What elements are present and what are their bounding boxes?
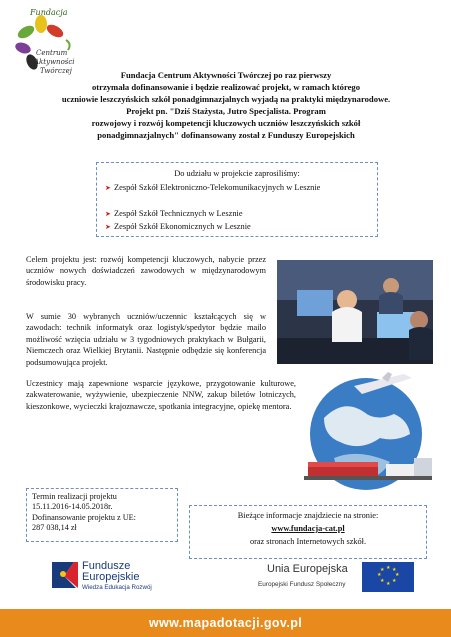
partner-item (105, 221, 367, 233)
svg-text:★: ★ (392, 578, 397, 584)
eu-flag-icon (362, 562, 414, 592)
intro-line: ponadgimnazjalnych" dofinansowany został z Funduszy Europejskich (97, 130, 355, 140)
logo-text-fundacja: Fundacja (30, 8, 68, 17)
partner-item (105, 182, 367, 194)
fundusze-europejskie-logo (50, 558, 180, 594)
svg-text:★: ★ (395, 572, 400, 578)
arrow-bullet-icon: ➤ (105, 223, 111, 231)
globe-transport-illustration (294, 368, 438, 496)
footer-bar (0, 609, 451, 637)
ue-logo-subtitle: Europejski Fundusz Społeczny (258, 581, 346, 588)
svg-text:★: ★ (377, 572, 382, 578)
intro-paragraph (26, 69, 426, 141)
partner-item (105, 208, 367, 220)
info-box (189, 505, 427, 559)
svg-text:★: ★ (386, 581, 391, 587)
partner-item-label: Zespół Szkół Ekonomicznych w Lesznie (114, 222, 251, 231)
intro-line: Fundacja Centrum Aktywności Twórczej po raz pierwszy (120, 70, 332, 80)
partner-item-label: Zespół Szkół Technicznych w Lesznie (114, 209, 243, 218)
intro-line: Projekt pn. "Dziś Stażysta, Jutro Specjalista. Program (126, 106, 326, 116)
students-photo-graphic (277, 260, 433, 364)
support-paragraph: Uczestnicy mają zapewnione wsparcie językowe, przygotowanie kulturowe, zakwaterowanie, wyżywienie, ubezpieczenie NNW, zakup biletów lotniczych, kieszonkowe, wycieczki krajoznawcze, spotkania integracyjne, opiekę mentora. (26, 379, 296, 411)
fe-logo-name (82, 561, 139, 583)
info-intro: Bieżące informacje znajdziecie na stronie: (237, 511, 379, 520)
svg-text:★: ★ (380, 578, 385, 584)
arrow-bullet-icon: ➤ (105, 210, 111, 218)
partners-title: Do udziału w projekcie zaprosiliśmy: (174, 169, 300, 178)
logo-text-aktywnosci: Aktywności (34, 58, 75, 66)
svg-text:★: ★ (380, 567, 385, 573)
partner-item-label: Zespół Szkół Elektroniczno-Telekomunikacyjnych w Lesznie (114, 183, 321, 192)
participants-paragraph: W sumie 30 wybranych uczniów/uczennic kształcących się w zawodach: technik informatyk oraz logistyk/spedytor będzie mailo możliwość wzięcia udziału w 3 tygodniowych praktykach w Bułgarii, Niemczech oraz Wielkiej Brytanii. Następnie odbędzie się konferencja podsumowująca projekt. (26, 312, 266, 367)
intro-line: uczniowie leszczyńskich szkół ponadgimnazjalnych wyjadą na praktyki międzynarodowe. (61, 94, 391, 104)
info-outro: oraz stronach Internetowych szkół. (249, 537, 367, 546)
arrow-bullet-icon: ➤ (105, 184, 111, 192)
footer-url-link[interactable]: www.mapadotacji.gov.pl (148, 616, 303, 630)
logo-text-tworczej: Twórczej (40, 67, 72, 75)
svg-text:★: ★ (386, 565, 391, 571)
ue-logo-name: Unia Europejska (267, 563, 348, 575)
fe-logo-subtitle: Wiedza Edukacja Rozwój (82, 584, 152, 591)
logo-text-centrum: Centrum (36, 49, 68, 57)
partner-schools-box (96, 162, 378, 237)
project-term-box (26, 488, 178, 542)
fe-name-line: Europejskie (82, 571, 140, 583)
funding-label: Dofinansowanie projektu z UE: (32, 512, 136, 522)
term-dates: 15.11.2016-14.05.2018r. (32, 502, 113, 512)
students-computer-photo (277, 260, 433, 364)
term-label: Termin realizacji projektu (32, 492, 117, 501)
globe-graphic (294, 368, 438, 496)
fe-logo-mark-icon (50, 560, 80, 590)
intro-line: rozwojowy i rozwój kompetencji kluczowych uczniów leszczyńskich szkół (91, 118, 361, 128)
funding-amount: 287 038,14 zł (32, 523, 77, 533)
fe-name-line: Fundusze (82, 560, 131, 572)
eu-stars-graphic (362, 562, 414, 592)
svg-text:★: ★ (392, 567, 397, 573)
intro-line: otrzymała dofinansowanie i będzie realizować projekt, w ramach którego (91, 82, 361, 92)
project-goal-paragraph: Celem projektu jest: rozwój kompetencji kluczowych, nabycie przez uczniów nowych doświadczeń zawodowych w międzynarodowym środowisku pracy. (26, 255, 266, 287)
website-link[interactable]: www.fundacja-cat.pl (271, 524, 345, 533)
